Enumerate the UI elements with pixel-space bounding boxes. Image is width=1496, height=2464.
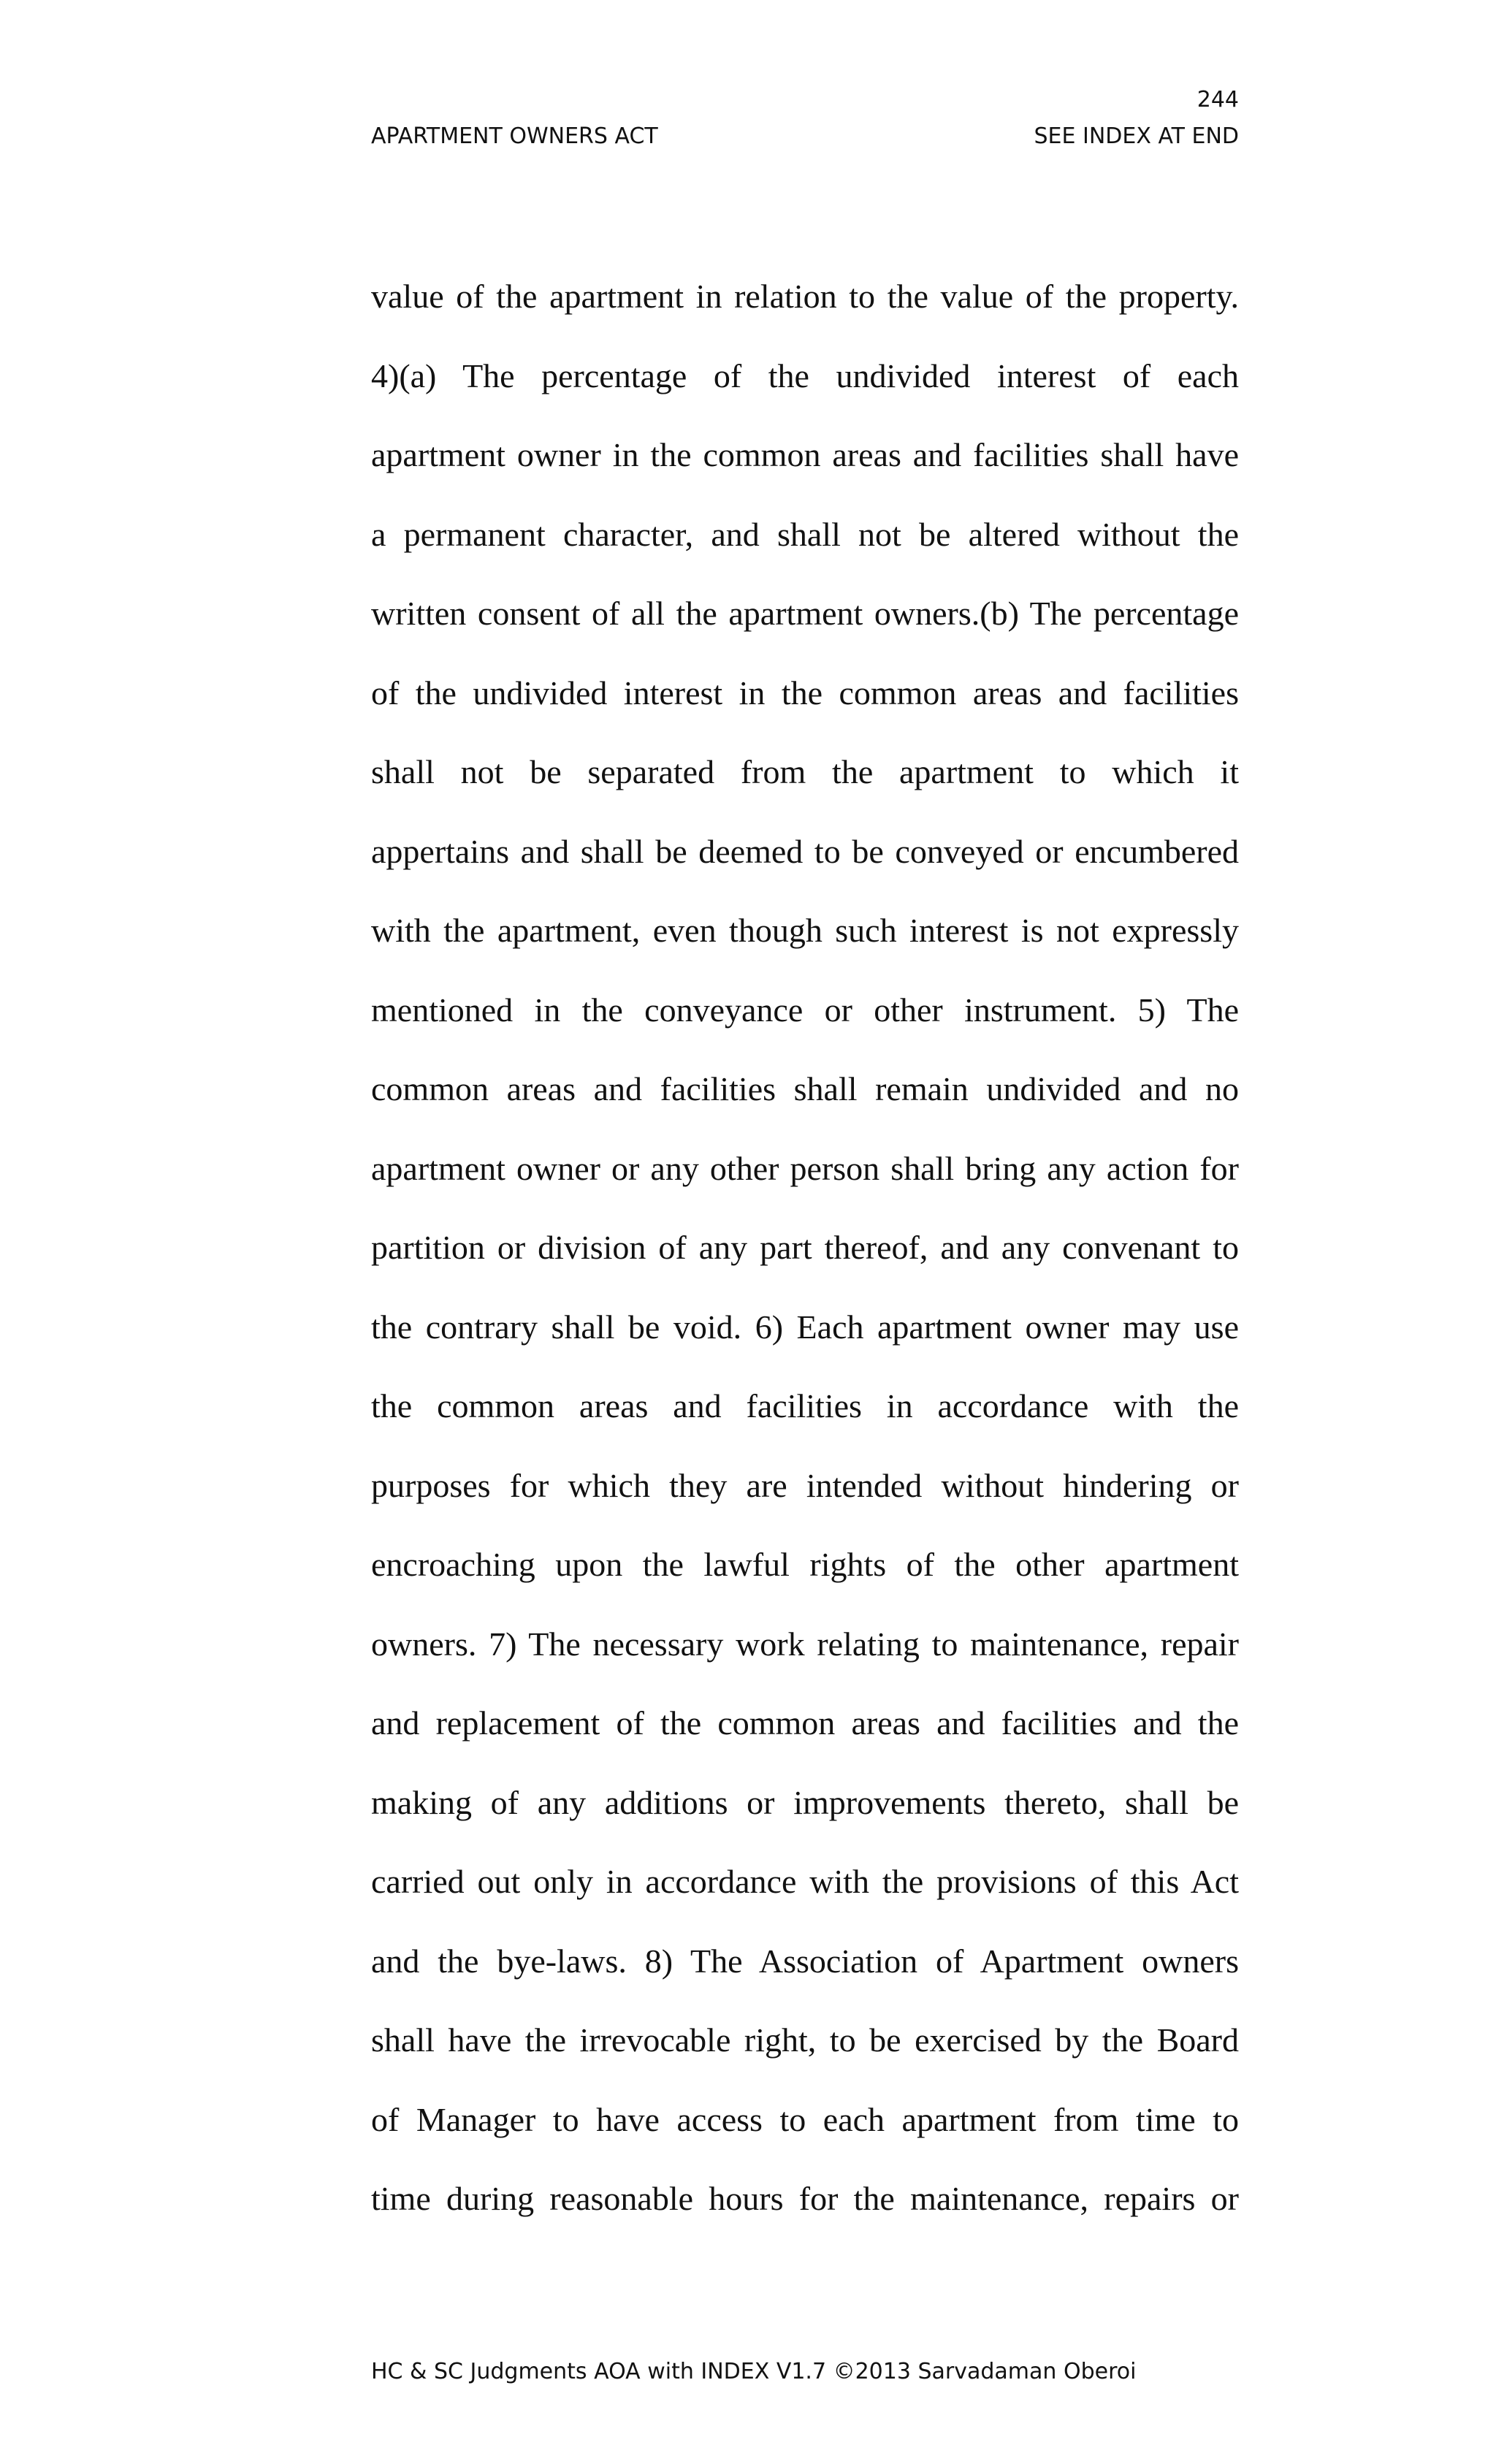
body-line: 4)(a) The percentage of the undivided interest of each [371,356,1239,394]
body-text [371,257,1239,2239]
body-line: mentioned in the conveyance or other instrument. 5) The [371,991,1239,1029]
running-header-index-note: SEE INDEX AT END [1034,123,1239,149]
body-line: and the bye-laws. 8) The Association of Apartment owners [371,1942,1239,1980]
body-line: carried out only in accordance with the provisions of this Act [371,1863,1239,1900]
body-line: making of any additions or improvements thereto, shall be [371,1783,1239,1821]
page-footer: HC & SC Judgments AOA with INDEX V1.7 ©2013 Sarvadaman Oberoi [371,2359,1137,2384]
page-number: 244 [1197,87,1239,112]
body-line: owners. 7) The necessary work relating to maintenance, repair [371,1625,1239,1663]
body-line: value of the apartment in relation to the value of the property. [371,278,1239,315]
body-line: shall not be separated from the apartment to which it [371,753,1239,790]
body-line: and replacement of the common areas and facilities and the [371,1704,1239,1742]
body-line: of Manager to have access to each apartment from time to [371,2100,1239,2138]
body-line: with the apartment, even though such interest is not expressly [371,912,1239,949]
body-line: of the undivided interest in the common areas and facilities [371,674,1239,712]
body-line: encroaching upon the lawful rights of the other apartment [371,1546,1239,1583]
body-line: appertains and shall be deemed to be conveyed or encumbered [371,832,1239,870]
body-line: purposes for which they are intended without hindering or [371,1466,1239,1504]
body-line: time during reasonable hours for the maintenance, repairs or [371,2180,1239,2217]
body-line: a permanent character, and shall not be altered without the [371,515,1239,553]
body-line: common areas and facilities shall remain undivided and no [371,1070,1239,1107]
body-line: partition or division of any part thereof, and any convenant to [371,1229,1239,1266]
body-line: apartment owner or any other person shall bring any action for [371,1149,1239,1187]
running-header-title: APARTMENT OWNERS ACT [371,123,658,149]
body-line: the common areas and facilities in accordance with the [371,1387,1239,1424]
body-line: the contrary shall be void. 6) Each apartment owner may use [371,1308,1239,1346]
body-line: shall have the irrevocable right, to be exercised by the Board [371,2021,1239,2059]
body-line: apartment owner in the common areas and facilities shall have [371,436,1239,473]
body-line: written consent of all the apartment owners.(b) The percentage [371,595,1239,632]
